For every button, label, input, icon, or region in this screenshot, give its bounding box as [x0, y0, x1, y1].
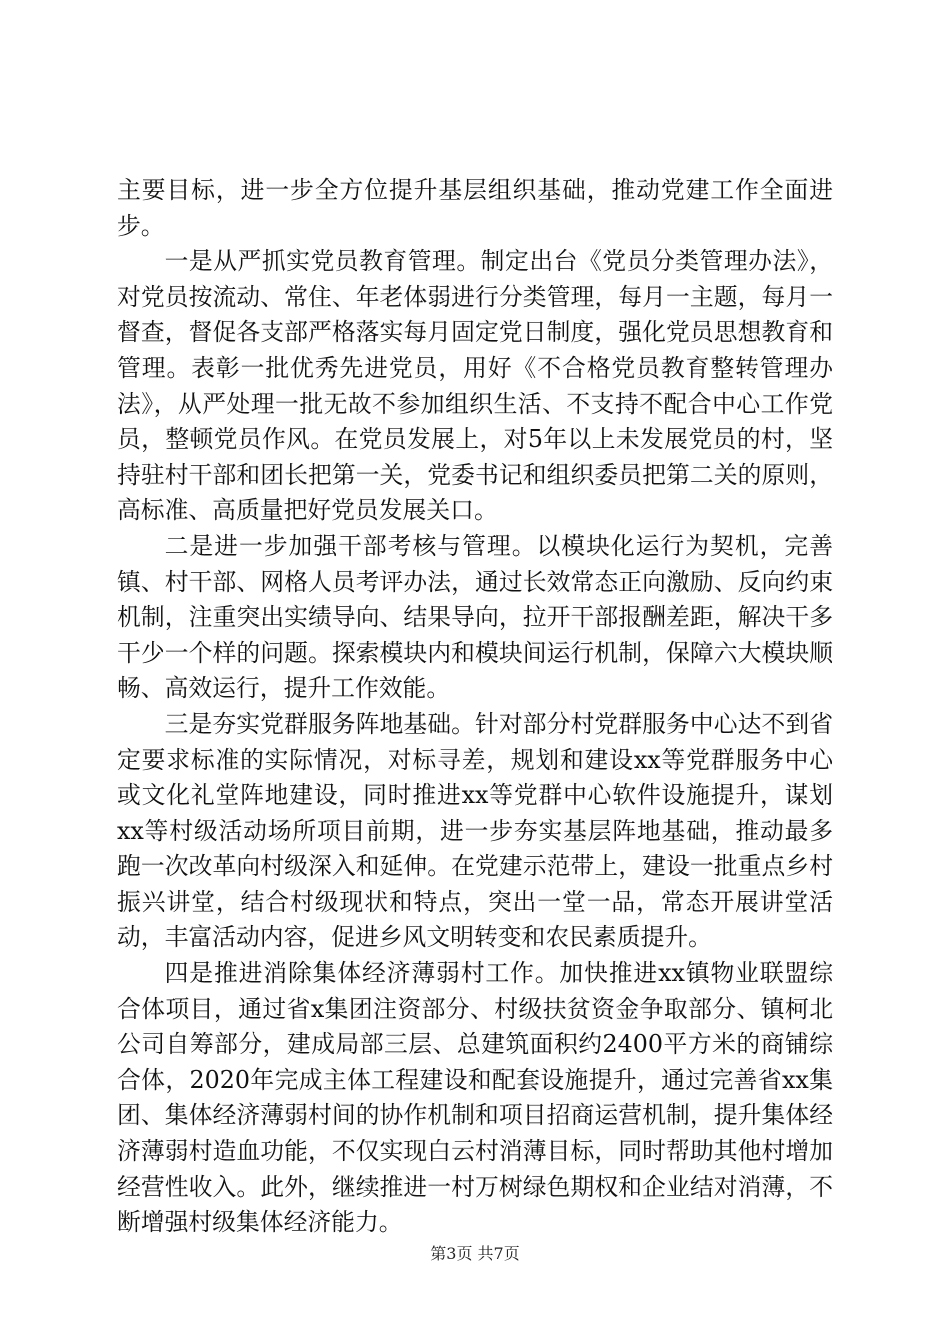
paragraph-party-member-management: 一是从严抓实党员教育管理。制定出台《党员分类管理办法》，对党员按流动、常住、年老体弱进行分类管理，每月一主题，每月一督查，督促各支部严格落实每月固定党日制度，强化党员思想教育和管理。表彰一批优秀先进党员，用好《不合格党员教育整转管理办法》，从严处理一批无故不参加组织生活、不支持不配合中心工作党员，整顿党员作风。在党员发展上，对5年以上未发展党员的村，坚持驻村干部和团长把第一关，党委书记和组织委员把第二关的原则，高标准、高质量把好党员发展关口。	[117, 247, 833, 525]
paragraph-cadre-assessment: 二是进一步加强干部考核与管理。以模块化运行为契机，完善镇、村干部、网格人员考评办法，通过长效常态正向激励、反向约束机制，注重突出实绩导向、结果导向，拉开干部报酬差距，解决干多干少一个样的问题。探索模块内和模块间运行机制，保障六大模块顺畅、高效运行，提升工作效能。	[117, 531, 833, 703]
document-body	[117, 173, 833, 1241]
page-number-footer: 第3页 共7页	[430, 1244, 520, 1263]
paragraph-continuation: 主要目标，进一步全方位提升基层组织基础，推动党建工作全面进步。	[117, 176, 833, 240]
paragraph-service-positions: 三是夯实党群服务阵地基础。针对部分村党群服务中心达不到省定要求标准的实际情况，对标寻差，规划和建设xx等党群服务中心或文化礼堂阵地建设，同时推进xx等党群中心软件设施提升，谋划xx等村级活动场所项目前期，进一步夯实基层阵地基础，推动最多跑一次改革向村级深入和延伸。在党建示范带上，建设一批重点乡村振兴讲堂，结合村级现状和特点，突出一堂一品，常态开展讲堂活动，丰富活动内容，促进乡风文明转变和农民素质提升。	[117, 709, 833, 952]
paragraph-collective-economy: 四是推进消除集体经济薄弱村工作。加快推进xx镇物业联盟综合体项目，通过省x集团注资部分、村级扶贫资金争取部分、镇柯北公司自筹部分，建成局部三层、总建筑面积约2400平方米的商铺综合体，2020年完成主体工程建设和配套设施提升，通过完善省xx集团、集体经济薄弱村间的协作机制和项目招商运营机制，提升集体经济薄弱村造血功能，不仅实现白云村消薄目标，同时帮助其他村增加经营性收入。此外，继续推进一村万树绿色期权和企业结对消薄，不断增强村级集体经济能力。	[117, 959, 833, 1237]
